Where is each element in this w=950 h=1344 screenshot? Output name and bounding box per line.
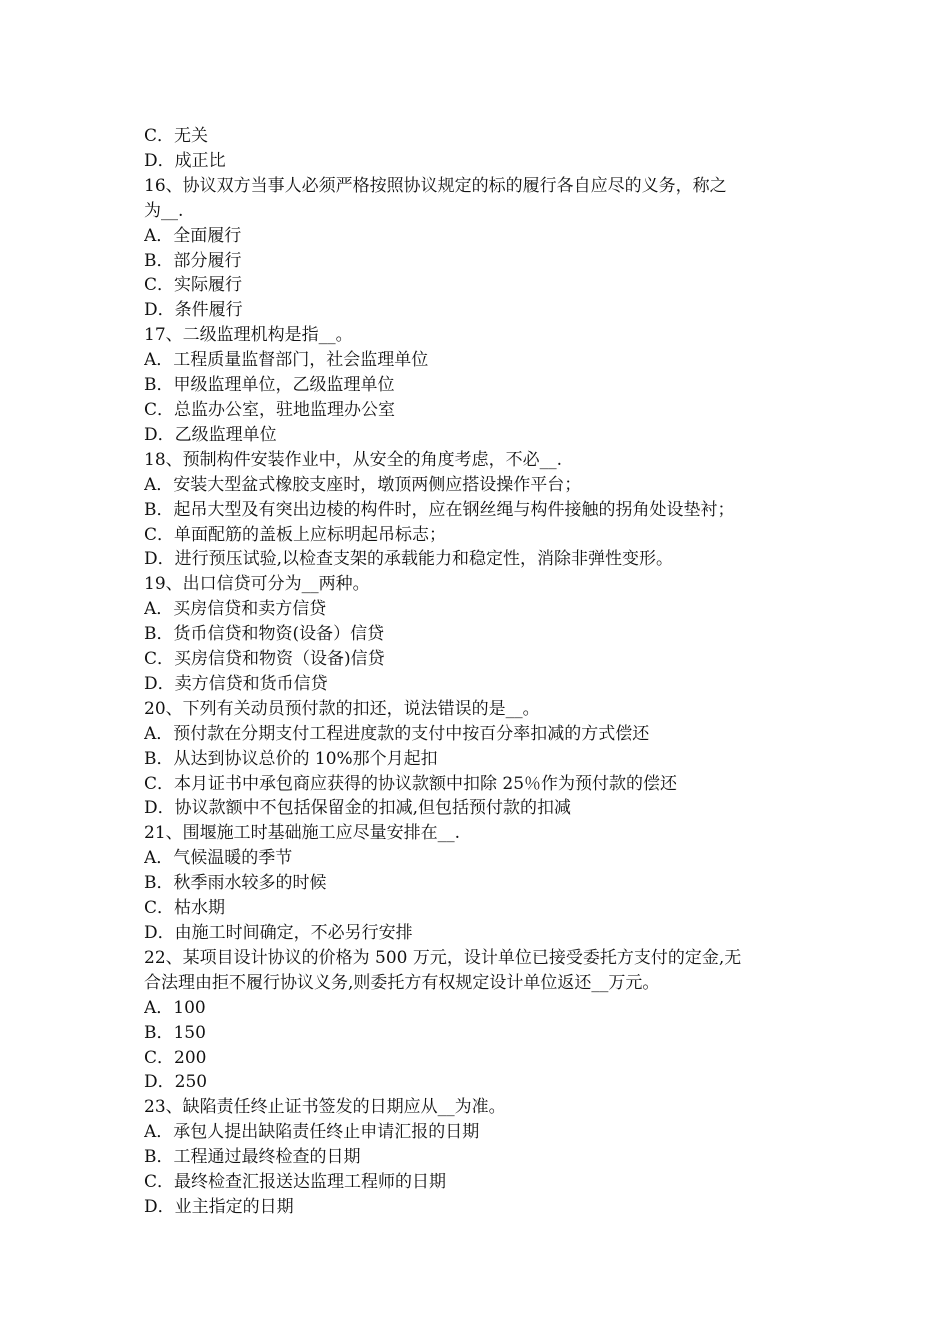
- question-text-continuation: 合法理由拒不履行协议义务,则委托方有权规定设计单位返还__万元。: [144, 972, 660, 993]
- answer-option: A．承包人提出缺陷责任终止申请汇报的日期: [144, 1122, 480, 1143]
- question-text: 18、预制构件安装作业中，从安全的角度考虑，不必__.: [144, 449, 563, 470]
- answer-option: A．买房信贷和卖方信贷: [144, 599, 327, 620]
- answer-option: C．200: [144, 1047, 207, 1068]
- answer-option: B．从达到协议总价的 10%那个月起扣: [144, 748, 438, 769]
- question-text: 22、某项目设计协议的价格为 500 万元，设计单位已接受委托方支付的定金,无: [144, 947, 742, 968]
- answer-option: A．100: [144, 997, 206, 1018]
- answer-option: B．150: [144, 1022, 206, 1043]
- answer-option: D．协议款额中不包括保留金的扣减,但包括预付款的扣减: [144, 798, 572, 819]
- answer-option: B．甲级监理单位，乙级监理单位: [144, 375, 395, 396]
- answer-option: D．业主指定的日期: [144, 1196, 294, 1217]
- answer-option: C．无关: [144, 126, 209, 146]
- answer-option: D．卖方信贷和货币信贷: [144, 673, 328, 694]
- question-text-continuation: 为__.: [144, 200, 184, 221]
- answer-option: C．单面配筋的盖板上应标明起吊标志；: [144, 524, 447, 545]
- question-text: 16、协议双方当事人必须严格按照协议规定的标的履行各自应尽的义务，称之: [144, 175, 727, 196]
- question-text: 23、缺陷责任终止证书签发的日期应从__为准。: [144, 1097, 506, 1118]
- answer-option: B．秋季雨水较多的时候: [144, 873, 327, 894]
- answer-option: C．实际履行: [144, 275, 243, 296]
- answer-option: D．成正比: [144, 150, 226, 171]
- answer-option: B．货币信贷和物资(设备）信贷: [144, 624, 385, 645]
- question-text: 21、围堰施工时基础施工应尽量安排在__.: [144, 823, 461, 844]
- answer-option: A．安装大型盆式橡胶支座时，墩顶两侧应搭设操作平台；: [144, 474, 582, 495]
- answer-option: A．全面履行: [144, 225, 242, 246]
- question-text: 17、二级监理机构是指__。: [144, 325, 353, 346]
- answer-option: C．总监办公室，驻地监理办公室: [144, 399, 396, 420]
- answer-option: A．工程质量监督部门，社会监理单位: [144, 350, 429, 371]
- answer-option: D．乙级监理单位: [144, 424, 277, 445]
- question-text: 19、出口信贷可分为__两种。: [144, 574, 370, 595]
- answer-option: B．起吊大型及有突出边棱的构件时，应在钢丝绳与构件接触的拐角处设垫衬；: [144, 499, 735, 520]
- answer-option: A．气候温暖的季节: [144, 848, 293, 869]
- document-body: [144, 124, 814, 1220]
- answer-option: D．由施工时间确定，不必另行安排: [144, 923, 413, 943]
- answer-option: D．进行预压试验,以检查支架的承载能力和稳定性，消除非弹性变形。: [144, 549, 674, 570]
- answer-option: B．部分履行: [144, 250, 242, 271]
- question-text: 20、下列有关动员预付款的扣还，说法错误的是__。: [144, 698, 540, 719]
- answer-option: B．工程通过最终检查的日期: [144, 1147, 361, 1168]
- answer-option: C．枯水期: [144, 898, 226, 919]
- answer-option: A．预付款在分期支付工程进度款的支付中按百分率扣减的方式偿还: [144, 723, 650, 744]
- answer-option: C．本月证书中承包商应获得的协议款额中扣除 25％作为预付款的偿还: [144, 773, 678, 794]
- answer-option: C．最终检查汇报送达监理工程师的日期: [144, 1172, 447, 1193]
- answer-option: C．买房信贷和物资（设备)信贷: [144, 649, 385, 670]
- answer-option: D．条件履行: [144, 300, 243, 321]
- answer-option: D．250: [144, 1072, 208, 1093]
